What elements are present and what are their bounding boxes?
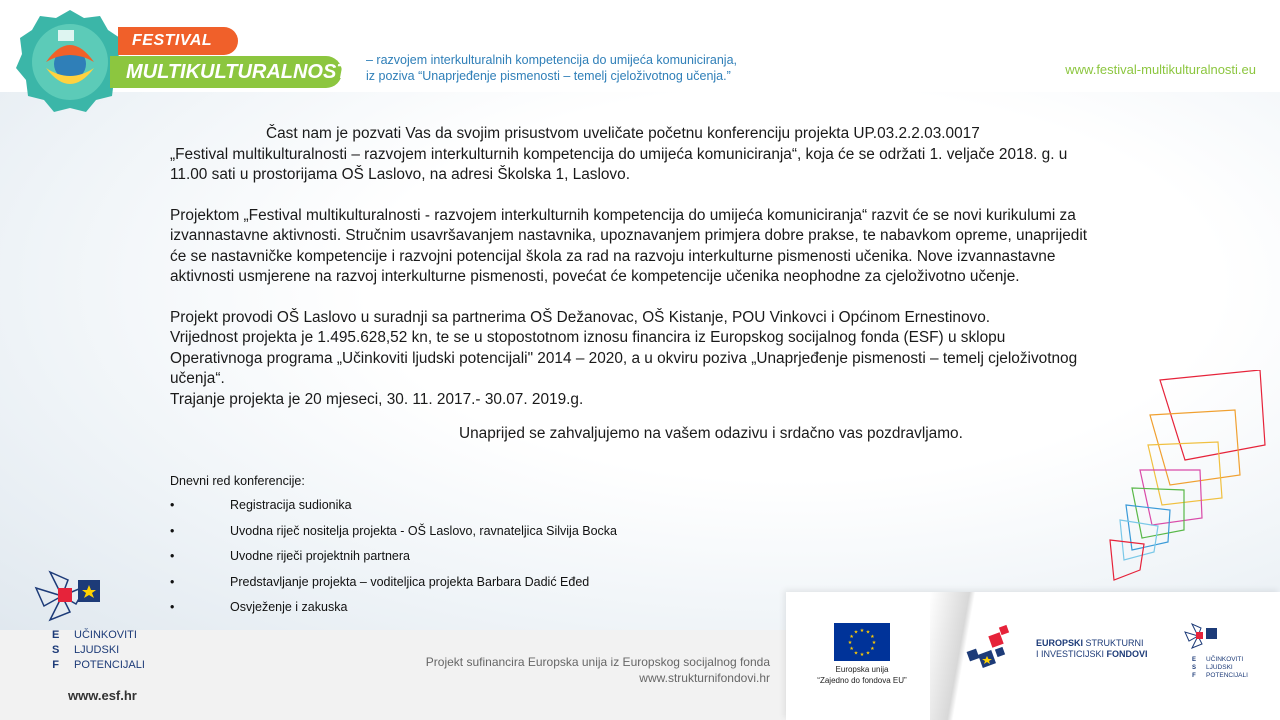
esf-word: POTENCIJALI — [74, 659, 145, 671]
header-subtitle-line1: – razvojem interkulturalnih kompetencija do umijeća komuniciranja, — [366, 53, 738, 67]
small-esf-words — [1206, 656, 1248, 680]
esif-rest1: STRUKTURNI — [1083, 638, 1144, 648]
bullet: • — [170, 498, 175, 512]
eu-caption-line2: “Zajedno do fondova EU” — [817, 676, 907, 685]
esif-bold1: EUROPSKI — [1036, 638, 1084, 648]
paragraph-5: Trajanje projekta je 20 mjeseci, 30. 11. 2017.- 30.07. 2019.g. — [170, 390, 584, 408]
invitation-body — [170, 124, 1100, 445]
bullet: • — [170, 574, 175, 589]
thanks-line: Unaprijed se zahvaljujemo na vašem odazivu i srdačno vas pozdravljamo. — [459, 425, 963, 442]
esf-letter: S — [1192, 665, 1197, 671]
svg-text:★: ★ — [870, 646, 875, 652]
festival-badge-icon — [16, 8, 124, 116]
bullet: • — [170, 523, 175, 538]
esif-bold2: FONDOVI — [1106, 649, 1148, 659]
svg-text:★: ★ — [859, 652, 865, 658]
footer-caption — [380, 654, 770, 686]
agenda-item-text: Predstavljanje projekta – voditeljica projekta Barbara Dadić Eđed — [230, 574, 590, 589]
esif-line1 — [1036, 638, 1148, 649]
svg-text:★: ★ — [865, 629, 871, 636]
esf-letter: F — [1192, 673, 1196, 679]
bullet: • — [170, 600, 175, 614]
header-subtitle — [366, 52, 786, 84]
paragraph-4: Vrijednost projekta je 1.495.628,52 kn, te se u stopostotnom iznosu financira iz Europskog socijalnog fonda (ESF) u sklopu Operativnoga programa „Učinkoviti ljudski potencijali" 2014 – 2020, a u okviru poziva „Unaprjeđenje pismenosti – temelj cjeloživotnog učenja“. — [170, 329, 1078, 387]
esf-word: LJUDSKI — [1206, 664, 1233, 671]
svg-text:★: ★ — [849, 634, 854, 640]
agenda-item-text: Registracija sudionika — [230, 498, 352, 512]
esif-line2 — [1036, 649, 1148, 660]
paragraph-2: Projektom „Festival multikulturalnosti - razvojem interkulturnih kompetencija do umijeća komuniciranja“ razvit će se novi kurikulumi za izvannastavne aktivnosti. Stručnim usavršavanjem nastavnika, upoznavanjem primjera dobre prakse, te nabavkom opreme, unaprijedit će se nastavničke kompetencije i razvojni potencijal škola za rad na razvoju interkulturne pismenosti učenika. Nove izvannastavne aktivnosti usmjerene na razvoj interkulturne pismenosti, povećat će kompetencije učenika neophodne za cjeloživotno učenje. — [170, 206, 1088, 285]
agenda-title: Dnevni red konferencije: — [170, 474, 305, 488]
small-esf-letters — [1192, 656, 1196, 680]
esf-words — [74, 628, 145, 673]
festival-website-link[interactable]: www.festival-multikulturalnosti.eu — [1065, 62, 1256, 77]
paragraph-1-rest: „Festival multikulturalnosti – razvojem interkulturnih kompetencija do umijeća komuniciranja“, koja će se održati 1. veljače 2018. g. u 11.00 sati u prostorijama OŠ Laslovo, na adresi Školska 1, Laslovo. — [170, 145, 1068, 183]
esf-letter: E — [52, 629, 60, 641]
structural-funds-link[interactable]: www.strukturnifondovi.hr — [639, 671, 770, 685]
esf-word: LJUDSKI — [74, 644, 120, 656]
esf-word: POTENCIJALI — [1206, 672, 1248, 679]
svg-text:★: ★ — [847, 640, 853, 646]
svg-text:★: ★ — [865, 650, 871, 657]
footer-caption-line1: Projekt sufinancira Europska unija iz Europskog socijalnog fonda — [425, 655, 770, 669]
small-esf-pinwheel-icon — [1182, 618, 1222, 654]
agenda-item-text: Osvježenje i zakuska — [230, 600, 348, 614]
svg-text:★: ★ — [859, 628, 865, 634]
logo-festival-text: FESTIVAL — [118, 27, 238, 55]
bullet: • — [170, 549, 175, 563]
esf-word: UČINKOVITI — [74, 629, 137, 641]
svg-text:★: ★ — [853, 650, 859, 657]
esif-logo-icon — [964, 624, 1022, 676]
logo-multikulturalnosti-text: MULTIKULTURALNOSTI — [110, 56, 342, 88]
esif-text — [1036, 638, 1148, 660]
eu-flag-icon — [834, 623, 890, 661]
svg-text:★: ★ — [853, 629, 859, 636]
esf-letters — [52, 628, 59, 673]
agenda-item-text: Uvodna riječ nositelja projekta - OŠ Laslovo, ravnateljica Silvija Bocka — [230, 523, 617, 538]
paragraph-1-first-line: Čast nam je pozvati Vas da svojim prisustvom uveličate početnu konferenciju projekta UP.03.2.2.03.0017 — [266, 125, 980, 142]
svg-text:★: ★ — [849, 646, 854, 652]
esf-website-link[interactable]: www.esf.hr — [68, 688, 137, 703]
paragraph-3: Projekt provodi OŠ Laslovo u suradnji sa partnerima OŠ Dežanovac, OŠ Kistanje, POU Vinkovci i Općinom Ernestinovo. — [170, 308, 991, 326]
esf-letter: S — [52, 644, 60, 656]
svg-text:★: ★ — [870, 634, 875, 640]
esf-word: UČINKOVITI — [1206, 656, 1244, 663]
agenda-item-text: Uvodne riječi projektnih partnera — [230, 549, 410, 563]
esf-letter: F — [52, 659, 60, 671]
eu-caption — [800, 664, 924, 686]
eu-caption-line1: Europska unija — [835, 665, 889, 674]
decorative-squares — [1100, 370, 1280, 590]
svg-text:★: ★ — [871, 640, 877, 646]
header — [0, 0, 1280, 92]
esf-letter: E — [1192, 657, 1197, 663]
header-subtitle-line2: iz poziva “Unaprjeđenje pismenosti – temelj cjeloživotnog učenja.” — [366, 69, 731, 83]
esf-pinwheel-icon — [30, 566, 110, 626]
esif-rest2: I INVESTICIJSKI — [1036, 649, 1107, 659]
